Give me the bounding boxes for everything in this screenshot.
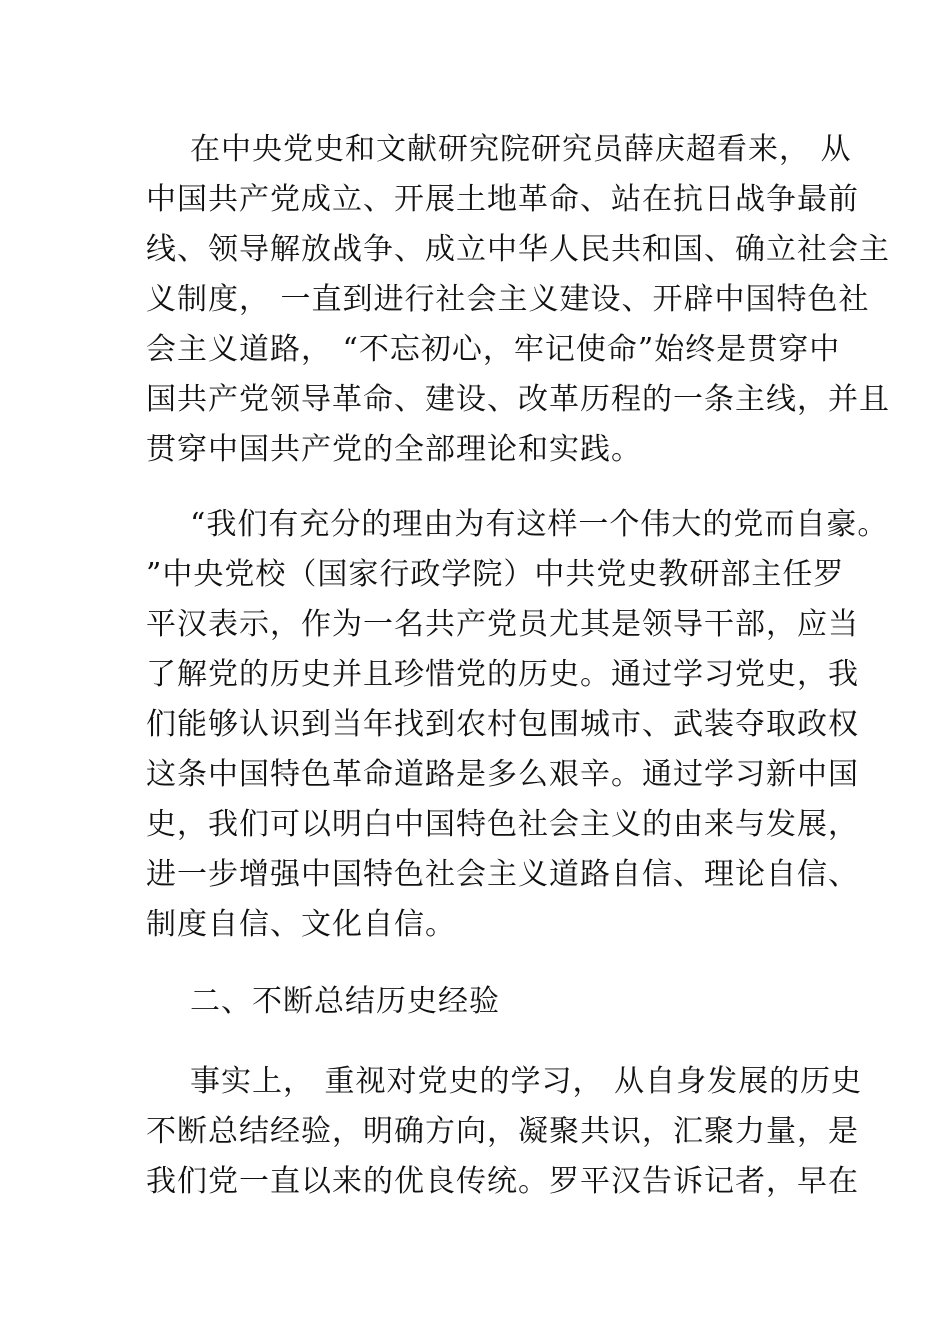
text-line: 这条中国特色革命道路是多么艰辛。通过学习新中国 (146, 757, 859, 792)
text-line: 了解党的历史并且珍惜党的历史。通过学习党史，我 (146, 657, 859, 692)
text-line: 国共产党领导革命、建设、改革历程的一条主线，并且 (146, 382, 890, 417)
text-line: 不断总结经验，明确方向，凝聚共识，汇聚力量，是 (146, 1114, 859, 1149)
heading-text: 二、不断总结历史经验 (190, 984, 500, 1019)
text-line: 制度自信、文化自信。 (146, 907, 456, 942)
text-line: 在中央党史和文献研究院研究员薛庆超看来， 从 (190, 132, 852, 167)
text-line: “我们有充分的理由为有这样一个伟大的党而自豪。 (190, 507, 889, 542)
text-line: 线、领导解放战争、成立中华人民共和国、确立社会主 (146, 232, 890, 267)
text-line: 事实上， 重视对党史的学习， 从自身发展的历史 (190, 1064, 863, 1099)
text-line: 平汉表示，作为一名共产党员尤其是领导干部，应当 (146, 607, 859, 642)
text-line: 史，我们可以明白中国特色社会主义的由来与发展， (146, 807, 859, 842)
text-line: 义制度， 一直到进行社会主义建设、开辟中国特色社 (146, 282, 870, 317)
text-line: 会主义道路， “不忘初心，牢记使命”始终是贯穿中 (146, 332, 841, 367)
text-line: 贯穿中国共产党的全部理论和实践。 (146, 432, 642, 467)
text-line: 中国共产党成立、开展土地革命、站在抗日战争最前 (146, 182, 859, 217)
text-line: ”中央党校（国家行政学院）中共党史教研部主任罗 (146, 557, 845, 592)
text-line: 们能够认识到当年找到农村包围城市、武装夺取政权 (146, 707, 859, 742)
text-line: 进一步增强中国特色社会主义道路自信、理论自信、 (146, 857, 859, 892)
text-line: 我们党一直以来的优良传统。罗平汉告诉记者，早在 (146, 1164, 859, 1199)
